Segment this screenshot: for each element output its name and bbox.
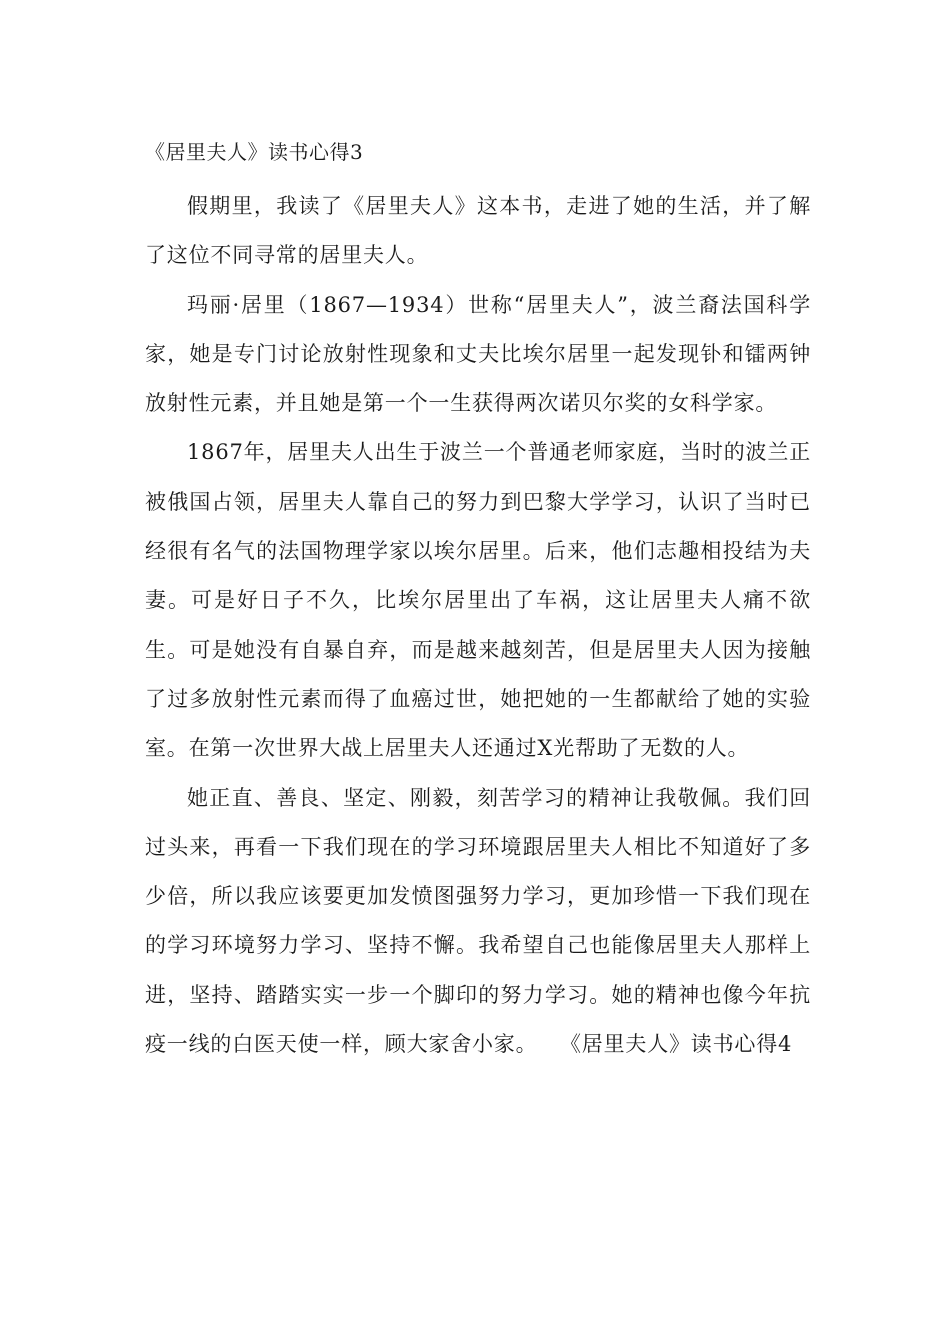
document-body	[145, 134, 811, 1069]
paragraph-3: 1867年，居里夫人出生于波兰一个普通老师家庭，当时的波兰正被俄国占领，居里夫人靠自己的努力到巴黎大学学习，认识了当时已经很有名气的法国物理学家以埃尔居里。后来，他们志趣相投结为夫妻。可是好日子不久，比埃尔居里出了车祸，这让居里夫人痛不欲生。可是她没有自暴自弃，而是越来越刻苦，但是居里夫人因为接触了过多放射性元素而得了血癌过世，她把她的一生都献给了她的实验室。在第一次世界大战上居里夫人还通过X光帮助了无数的人。	[145, 440, 811, 761]
paragraph-2: 玛丽·居里（1867—1934）世称“居里夫人”，波兰裔法国科学家，她是专门讨论放射性现象和丈夫比埃尔居里一起发现钋和镭两钟放射性元素，并且她是第一个一生获得两次诺贝尔奖的女科学家。	[145, 292, 811, 416]
document-title: 《居里夫人》读书心得3	[145, 140, 364, 164]
paragraph-4: 她正直、善良、坚定、刚毅，刻苦学习的精神让我敬佩。我们回过头来，再看一下我们现在的学习环境跟居里夫人相比不知道好了多少倍，所以我应该要更加发愤图强努力学习，更加珍惜一下我们现在的学习环境努力学习、坚持不懈。我希望自己也能像居里夫人那样上进，坚持、踏踏实实一步一个脚印的努力学习。她的精神也像今年抗疫一线的白医天使一样，顾大家舍小家。 《居里夫人》读书心得4	[145, 785, 811, 1057]
paragraph-1: 假期里，我读了《居里夫人》这本书，走进了她的生活，并了解了这位不同寻常的居里夫人。	[145, 194, 811, 268]
